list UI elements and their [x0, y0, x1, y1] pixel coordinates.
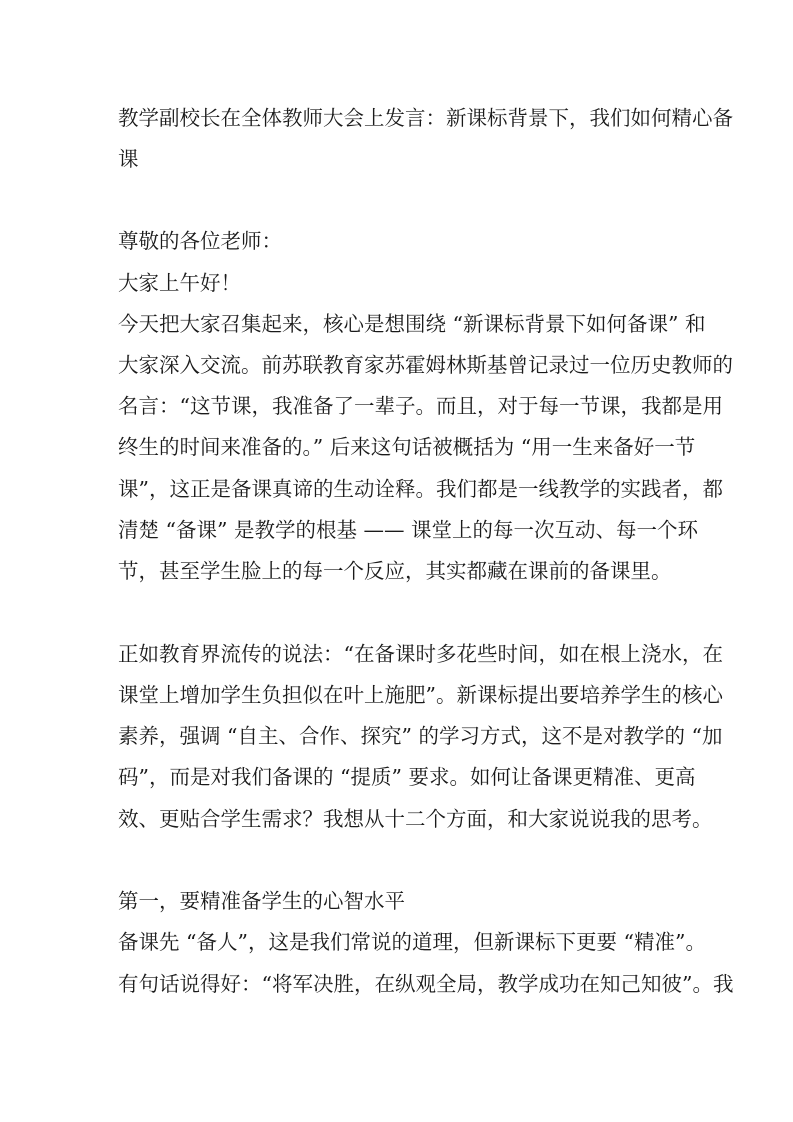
- paragraph-line: 终生的时间来准备的。” 后来这句话被概括为 “用一生来备好一节: [118, 435, 696, 459]
- paragraph-line: 节，甚至学生脸上的每一个反应，其实都藏在课前的备课里。: [118, 559, 672, 583]
- paragraph-line: 备课先 “备人”，这是我们常说的道理，但新课标下更要 “精准”。: [118, 930, 706, 954]
- salutation: 尊敬的各位老师：: [118, 229, 282, 253]
- paragraph-line: 正如教育界流传的说法：“在备课时多花些时间，如在根上浇水，在: [118, 642, 723, 666]
- title-line-2: 课: [118, 147, 139, 171]
- paragraph-line: 素养，强调 “自主、合作、探究” 的学习方式，这不是对教学的 “加: [118, 724, 723, 748]
- paragraph-line: 大家深入交流。前苏联教育家苏霍姆林斯基曾记录过一位历史教师的: [118, 353, 733, 377]
- paragraph-line: 今天把大家召集起来，核心是想围绕 “新课标背景下如何备课” 和: [118, 312, 706, 336]
- greeting: 大家上午好！: [118, 271, 241, 295]
- paragraph-line: 码”，而是对我们备课的 “提质” 要求。如何让备课更精准、更高: [118, 765, 696, 789]
- paragraph-line: 清楚 “备课” 是教学的根基 —— 课堂上的每一次互动、每一个环: [118, 518, 699, 542]
- paragraph-line: 名言：“这节课，我准备了一辈子。而且，对于每一节课，我都是用: [118, 394, 723, 418]
- paragraph-line: 课堂上增加学生负担似在叶上施肥”。新课标提出要培养学生的核心: [118, 683, 723, 707]
- title-line-1: 教学副校长在全体教师大会上发言：新课标背景下，我们如何精心备: [118, 106, 733, 130]
- paragraph-line: 效、更贴合学生需求？我想从十二个方面，和大家说说我的思考。: [118, 807, 713, 831]
- paragraph-line: 有句话说得好：“将军决胜，在纵观全局，教学成功在知己知彼”。我: [118, 972, 734, 996]
- paragraph-line: 课”，这正是备课真谛的生动诠释。我们都是一线教学的实践者，都: [118, 477, 723, 501]
- section-heading: 第一，要精准备学生的心智水平: [118, 889, 405, 913]
